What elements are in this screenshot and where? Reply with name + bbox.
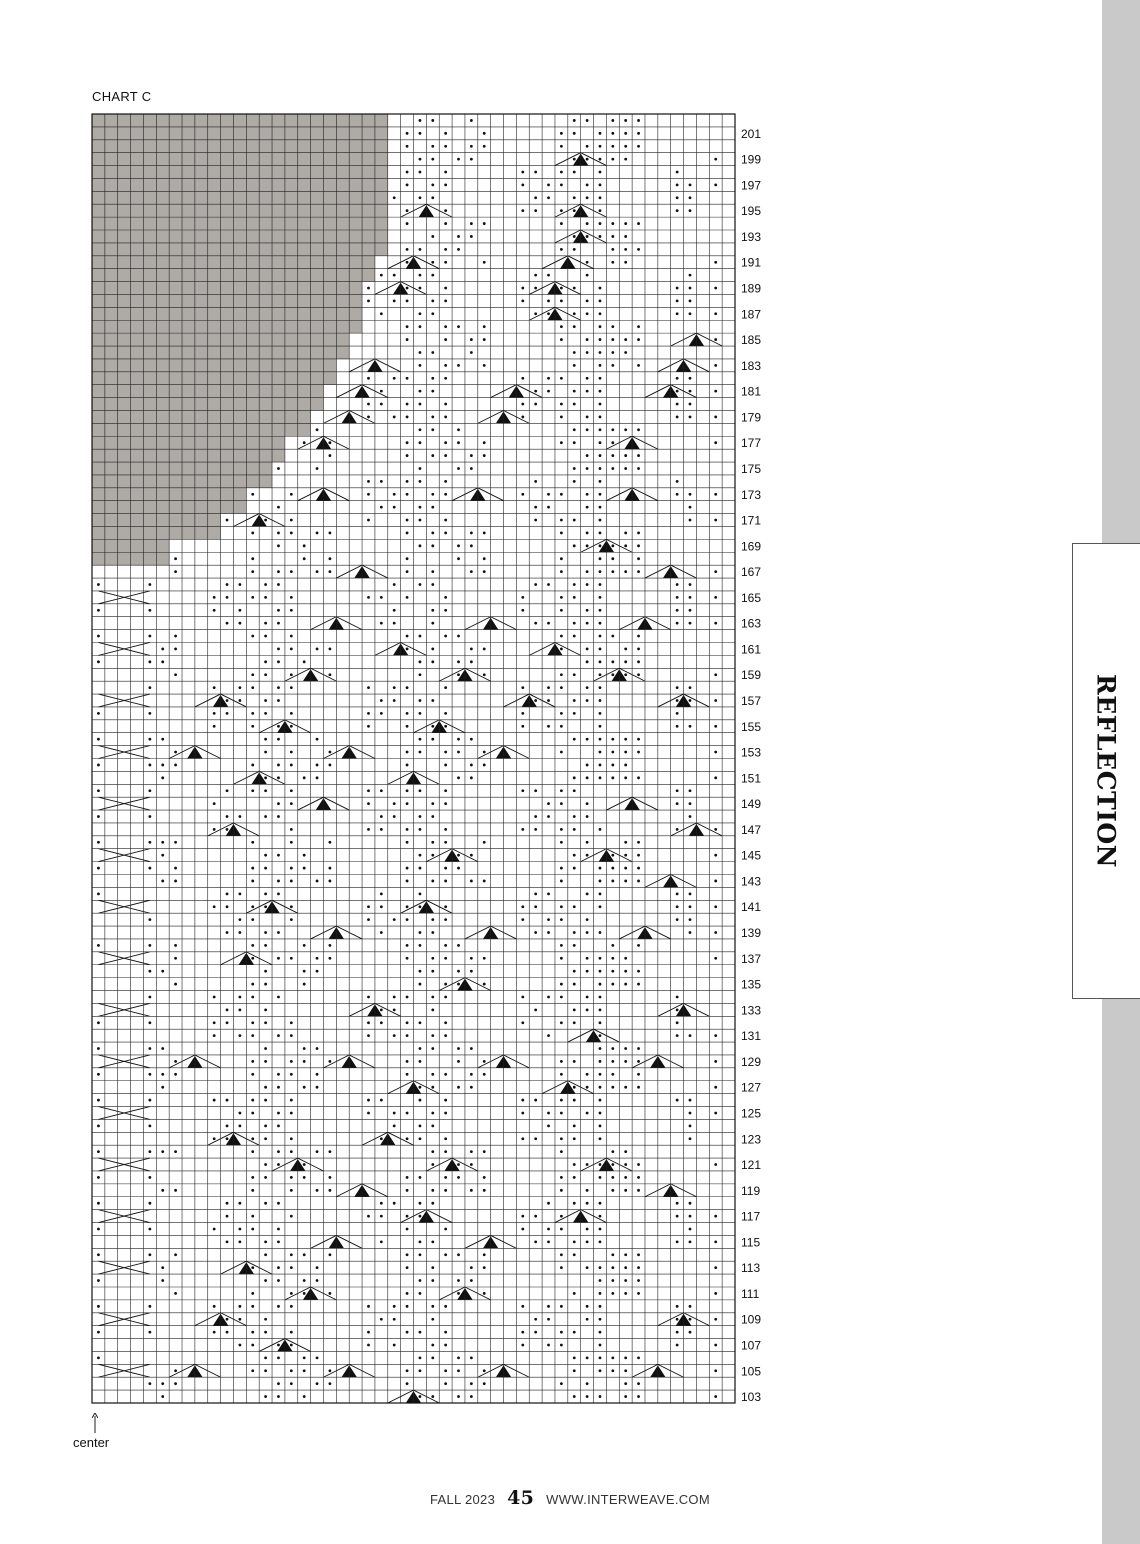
row-number-label: 105 — [741, 1364, 762, 1379]
row-number-label: 199 — [741, 152, 762, 167]
row-number-label: 187 — [741, 307, 762, 322]
row-number-label: 171 — [741, 513, 762, 528]
row-number-label: 177 — [741, 436, 762, 451]
row-number-label: 193 — [741, 229, 762, 244]
row-number-label: 195 — [741, 204, 762, 219]
row-number-label: 135 — [741, 977, 762, 992]
footer-website: WWW.INTERWEAVE.COM — [546, 1492, 710, 1507]
row-number-label: 173 — [741, 487, 762, 502]
row-number-label: 169 — [741, 539, 762, 554]
row-number-label: 145 — [741, 848, 762, 863]
chart-title: CHART C — [92, 89, 152, 104]
row-number-label: 147 — [741, 822, 762, 837]
footer-season: FALL 2023 — [430, 1492, 496, 1507]
row-number-label: 137 — [741, 951, 762, 966]
row-number-label: 117 — [741, 1209, 761, 1224]
row-number-label: 159 — [741, 668, 762, 683]
row-number-label: 157 — [741, 693, 762, 708]
row-number-label: 155 — [741, 719, 762, 734]
row-number-label: 149 — [741, 797, 762, 812]
row-number-label: 125 — [741, 1106, 762, 1121]
row-number-label: 175 — [741, 461, 762, 476]
row-number-label: 141 — [741, 900, 762, 915]
row-number-label: 109 — [741, 1312, 762, 1327]
row-number-label: 131 — [741, 1029, 762, 1044]
row-number-label: 133 — [741, 1003, 762, 1018]
row-number-label: 151 — [741, 771, 762, 786]
section-tab-label: REFLECTION — [1091, 673, 1121, 869]
row-number-label: 113 — [741, 1261, 761, 1276]
center-label: center — [73, 1435, 110, 1450]
row-number-label: 107 — [741, 1338, 762, 1353]
row-number-label: 129 — [741, 1054, 762, 1069]
page-footer — [0, 1487, 1140, 1509]
row-number-label: 121 — [741, 1158, 762, 1173]
row-number-label: 115 — [741, 1235, 761, 1250]
row-number-label: 167 — [741, 565, 762, 580]
chart-grid — [92, 114, 735, 1403]
row-number-label: 183 — [741, 358, 762, 373]
row-number-label: 181 — [741, 384, 762, 399]
row-number-label: 179 — [741, 410, 762, 425]
page-number: 45 — [507, 1487, 535, 1509]
row-number-label: 189 — [741, 281, 762, 296]
row-number-label: 119 — [741, 1183, 761, 1198]
row-number-label: 165 — [741, 590, 762, 605]
row-number-label: 201 — [741, 126, 762, 141]
center-arrow-icon — [92, 1413, 98, 1433]
row-number-label: 127 — [741, 1080, 762, 1095]
row-number-label: 197 — [741, 178, 762, 193]
row-number-label: 161 — [741, 642, 762, 657]
row-number-label: 139 — [741, 926, 762, 941]
row-number-label: 153 — [741, 745, 762, 760]
row-number-label: 191 — [741, 255, 762, 270]
row-number-label: 111 — [741, 1286, 760, 1301]
row-number-label: 143 — [741, 874, 762, 889]
row-number-label: 163 — [741, 616, 762, 631]
row-number-label: 123 — [741, 1132, 762, 1147]
row-number-label: 185 — [741, 333, 762, 348]
row-number-label: 103 — [741, 1390, 762, 1405]
